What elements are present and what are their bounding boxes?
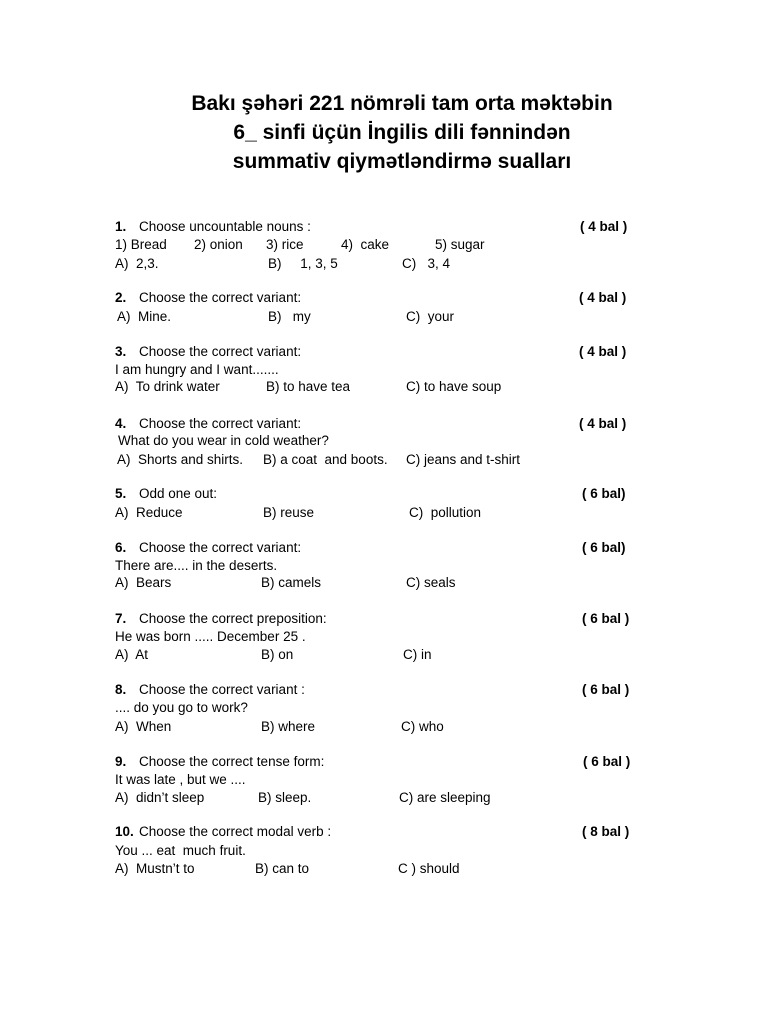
option-b: B) to have tea [266, 379, 351, 394]
header-line-1: Bakı şəhəri 221 nömrəli tam orta məktəbin [191, 92, 613, 115]
question-prompt: Choose the correct variant: [139, 540, 302, 555]
question-number: 2. [115, 290, 127, 305]
question-prompt: Choose the correct variant: [139, 416, 302, 431]
question-points: ( 4 bal ) [579, 416, 627, 431]
question-sentence: You ... eat much fruit. [115, 843, 246, 858]
question-prompt: Odd one out: [139, 486, 218, 501]
question-sentence: There are.... in the deserts. [115, 558, 278, 573]
option-b: B) my [268, 309, 311, 324]
question-sentence: What do you wear in cold weather? [118, 433, 329, 448]
option-a: A) 2,3. [115, 256, 159, 271]
option-b: B) camels [261, 575, 322, 590]
question-number: 4. [115, 416, 127, 431]
question-prompt: Choose the correct variant : [139, 682, 305, 697]
option-c: C ) should [398, 861, 460, 876]
item-2: 2) onion [194, 237, 243, 252]
question-points: ( 6 bal ) [582, 682, 630, 697]
item-4: 4) cake [341, 237, 390, 252]
option-c: C) your [406, 309, 455, 324]
question-points: ( 6 bal ) [583, 754, 631, 769]
option-a: A) Mustn’t to [115, 861, 195, 876]
question-points: ( 4 bal ) [579, 290, 627, 305]
question-number: 10. [115, 824, 134, 839]
option-a: A) Reduce [115, 505, 183, 520]
option-a: A) Bears [115, 575, 172, 590]
question-number: 9. [115, 754, 127, 769]
option-c: C) in [403, 647, 432, 662]
option-b: B) a coat and boots. [263, 452, 388, 467]
option-a: A) didn’t sleep [115, 790, 205, 805]
option-a: A) Mine. [117, 309, 172, 324]
question-sentence: It was late , but we .... [115, 772, 246, 787]
option-b: B) where [261, 719, 316, 734]
option-c: C) to have soup [406, 379, 502, 394]
question-number: 6. [115, 540, 127, 555]
question-prompt: Choose the correct preposition: [139, 611, 327, 626]
option-b: B) reuse [263, 505, 315, 520]
question-number: 5. [115, 486, 127, 501]
question-number: 3. [115, 344, 127, 359]
question-points: ( 6 bal ) [582, 611, 630, 626]
question-points: ( 8 bal ) [582, 824, 630, 839]
option-b: B) on [261, 647, 294, 662]
option-a: A) To drink water [115, 379, 220, 394]
option-b: B) can to [255, 861, 310, 876]
option-a: A) When [115, 719, 172, 734]
option-c: C) who [401, 719, 444, 734]
option-c: C) are sleeping [399, 790, 491, 805]
header-line-2: 6_ sinfi üçün İngilis dili fənnindən [233, 121, 571, 144]
question-points: ( 4 bal ) [579, 344, 627, 359]
option-c: C) 3, 4 [402, 256, 451, 271]
question-prompt: Choose the correct variant: [139, 344, 302, 359]
question-number: 7. [115, 611, 127, 626]
option-a: A) At [115, 647, 149, 662]
question-points: ( 6 bal) [582, 486, 626, 501]
question-points: ( 4 bal ) [580, 219, 628, 234]
header-line-3: summativ qiymətləndirmə sualları [232, 150, 572, 173]
question-number: 1. [115, 219, 127, 234]
option-c: C) seals [406, 575, 456, 590]
question-sentence: .... do you go to work? [115, 700, 248, 715]
option-c: C) jeans and t-shirt [406, 452, 521, 467]
item-5: 5) sugar [435, 237, 485, 252]
question-prompt: Choose the correct tense form: [139, 754, 325, 769]
question-points: ( 6 bal) [582, 540, 626, 555]
option-b: B) 1, 3, 5 [268, 256, 338, 271]
question-prompt: Choose the correct variant: [139, 290, 302, 305]
question-prompt: Choose uncountable nouns : [139, 219, 311, 234]
question-sentence: I am hungry and I want....... [115, 362, 279, 377]
option-b: B) sleep. [258, 790, 312, 805]
item-1: 1) Bread [115, 237, 167, 252]
item-3: 3) rice [266, 237, 304, 252]
question-prompt: Choose the correct modal verb : [139, 824, 332, 839]
question-number: 8. [115, 682, 127, 697]
option-a: A) Shorts and shirts. [117, 452, 244, 467]
option-c: C) pollution [409, 505, 482, 520]
question-sentence: He was born ..... December 25 . [115, 629, 306, 644]
